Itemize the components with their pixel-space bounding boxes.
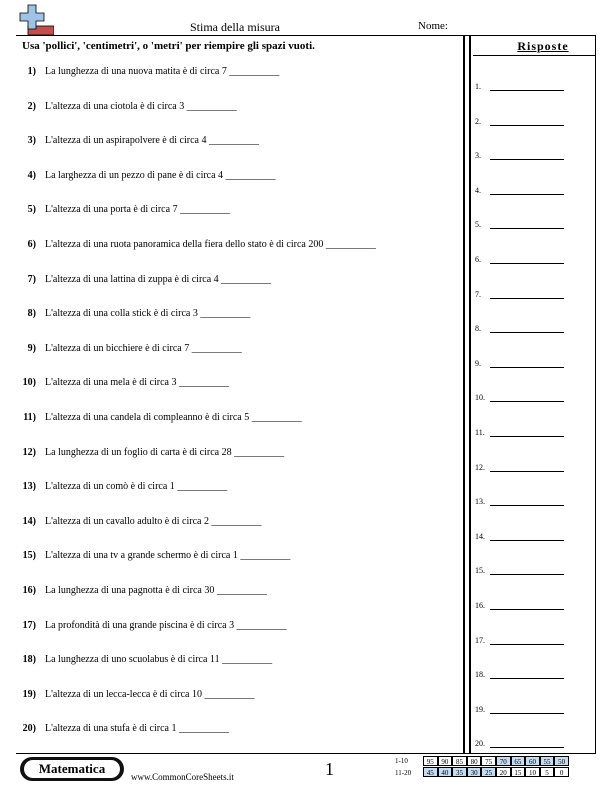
score-cell: 80 (467, 756, 482, 766)
question-text: La lunghezza di uno scuolabus è di circa 11 __________ (45, 654, 273, 666)
answer-slot (473, 459, 593, 473)
score-cell: 70 (496, 756, 511, 766)
score-cell: 65 (511, 756, 526, 766)
answer-slot (473, 701, 593, 715)
score-cell: 5 (540, 767, 555, 777)
answer-line[interactable] (490, 471, 564, 472)
answer-slot (473, 389, 593, 403)
question-text: La larghezza di un pezzo di pane è di circa 4 __________ (45, 169, 276, 181)
answer-slot (473, 147, 593, 161)
answer-line[interactable] (490, 678, 564, 679)
question-text: L'altezza di un cavallo adulto è di circa 2 __________ (45, 515, 262, 527)
question-number: 9) (27, 342, 36, 354)
answer-line[interactable] (490, 436, 564, 437)
question-number: 13) (22, 481, 36, 493)
question-number: 7) (27, 273, 36, 285)
question-number: 15) (22, 550, 36, 562)
question-text: L'altezza di una ruota panoramica della fiera dello stato è di circa 200 __________ (45, 239, 376, 250)
answer-slot (473, 182, 593, 196)
answer-line[interactable] (490, 194, 564, 195)
question-text: L'altezza di una ciotola è di circa 3 __________ (45, 100, 237, 112)
question-number: 11) (23, 412, 36, 423)
score-cell: 50 (554, 756, 569, 766)
answer-number: 15. (475, 566, 485, 576)
site-url: www.CommonCoreSheets.it (131, 772, 234, 782)
brand-label: Matematica (24, 760, 120, 778)
answer-line[interactable] (490, 401, 564, 402)
score-cell: 30 (467, 767, 482, 777)
question-text: La profondità di una grande piscina è di circa 3 __________ (45, 619, 287, 631)
footer-rule (16, 753, 596, 754)
answer-slot (473, 562, 593, 576)
question-number: 10) (22, 377, 36, 389)
question-number: 1) (27, 66, 36, 77)
score-cell: 10 (525, 767, 540, 777)
answers-title: Risposte (517, 39, 569, 53)
score-cell: 60 (525, 756, 540, 766)
answer-slot (473, 251, 593, 265)
answer-slot (473, 528, 593, 542)
question-text: La lunghezza di una pagnotta è di circa 30 __________ (45, 585, 267, 596)
answer-number: 19. (475, 704, 485, 714)
answer-line[interactable] (490, 505, 564, 506)
answer-line[interactable] (490, 609, 564, 610)
answer-line[interactable] (490, 263, 564, 264)
question-number: 18) (22, 654, 36, 666)
question-text: L'altezza di una tv a grande schermo è di circa 1 __________ (45, 550, 291, 562)
score-cell: 90 (438, 756, 453, 766)
question-text: L'altezza di una lattina di zuppa è di circa 4 __________ (45, 273, 272, 285)
question-text: L'altezza di una candela di compleanno è di circa 5 __________ (45, 412, 302, 423)
answer-number: 12. (475, 462, 485, 472)
answer-line[interactable] (490, 332, 564, 333)
instructions: Usa 'pollici', 'centimetri', o 'metri' per riempire gli spazi vuoti. (22, 40, 315, 52)
answer-slot (473, 424, 593, 438)
answer-number: 10. (475, 393, 485, 403)
answer-line[interactable] (490, 367, 564, 368)
answer-number: 16. (475, 601, 485, 610)
answer-line[interactable] (490, 540, 564, 541)
question-text: La lunghezza di una nuova matita è di circa 7 __________ (45, 66, 280, 77)
answer-slot (473, 597, 593, 611)
answer-number: 11. (475, 428, 485, 437)
question-text: L'altezza di un lecca-lecca è di circa 10 __________ (45, 688, 255, 700)
name-label: Nome: (418, 20, 448, 32)
answer-number: 8. (475, 324, 481, 334)
answer-number: 2. (475, 116, 481, 126)
question-text: L'altezza di un comò è di circa 1 __________ (45, 481, 228, 493)
score-cell: 20 (496, 767, 511, 777)
score-cell: 95 (423, 756, 438, 766)
question-number: 3) (27, 135, 36, 147)
brand-badge (20, 757, 124, 781)
answer-number: 1. (475, 82, 481, 91)
answer-slot (473, 113, 593, 127)
score-cell: 0 (554, 767, 569, 777)
question-number: 14) (22, 515, 36, 527)
answer-line[interactable] (490, 298, 564, 299)
score-label-1-10: 1-10 (395, 757, 408, 765)
question-number: 12) (22, 446, 36, 458)
score-row-2 (423, 767, 569, 777)
answer-slot (473, 320, 593, 334)
answer-number: 13. (475, 497, 485, 507)
answer-number: 20. (475, 739, 485, 749)
answer-number: 9. (475, 358, 481, 368)
question-text: L'altezza di una mela è di circa 3 __________ (45, 377, 229, 389)
score-cell: 55 (540, 756, 555, 766)
answer-slot (473, 493, 593, 507)
answer-slot (473, 666, 593, 680)
answer-slot (473, 355, 593, 369)
score-cell: 40 (438, 767, 453, 777)
answer-slot (473, 286, 593, 300)
answer-slot (473, 735, 593, 749)
score-cell: 75 (481, 756, 496, 766)
answer-number: 17. (475, 635, 485, 645)
question-number: 16) (22, 585, 36, 596)
answer-slot (473, 632, 593, 646)
question-number: 4) (27, 169, 36, 181)
worksheet-title: Stima della misura (190, 20, 280, 34)
score-row-1 (423, 756, 569, 766)
answer-number: 7. (475, 289, 481, 299)
score-label-11-20: 11-20 (395, 769, 412, 777)
score-cell: 85 (452, 756, 467, 766)
answer-line[interactable] (490, 159, 564, 160)
answer-line[interactable] (490, 90, 564, 91)
column-divider-inner (469, 36, 471, 753)
question-text: L'altezza di un bicchiere è di circa 7 __________ (45, 342, 242, 354)
score-cell: 45 (423, 767, 438, 777)
score-cell: 25 (481, 767, 496, 777)
answer-number: 3. (475, 151, 481, 161)
answer-number: 6. (475, 255, 481, 264)
answer-line[interactable] (490, 125, 564, 126)
question-text: La lunghezza di un foglio di carta è di circa 28 __________ (45, 446, 285, 458)
question-text: L'altezza di una stufa è di circa 1 __________ (45, 723, 229, 735)
question-number: 2) (27, 100, 36, 112)
answer-line[interactable] (490, 747, 564, 748)
answer-number: 4. (475, 185, 481, 195)
answer-line[interactable] (490, 644, 564, 645)
question-number: 8) (27, 308, 36, 320)
answers-title-rule (473, 55, 596, 56)
question-text: L'altezza di un aspirapolvere è di circa 4 __________ (45, 135, 259, 147)
answer-slot (473, 78, 593, 92)
answer-number: 5. (475, 220, 481, 230)
answer-line[interactable] (490, 574, 564, 575)
question-number: 19) (22, 688, 36, 700)
question-text: L'altezza di una porta è di circa 7 __________ (45, 204, 231, 216)
answer-number: 14. (475, 531, 485, 541)
question-number: 5) (27, 204, 36, 216)
page-number: 1 (325, 759, 334, 779)
score-cell: 15 (511, 767, 526, 777)
question-number: 6) (27, 239, 36, 250)
answer-number: 18. (475, 670, 485, 680)
column-divider (463, 36, 465, 753)
answer-slot (473, 216, 593, 230)
question-number: 20) (22, 723, 36, 735)
question-number: 17) (22, 619, 36, 631)
question-text: L'altezza di una colla stick è di circa 3 __________ (45, 308, 251, 320)
answer-line[interactable] (490, 713, 564, 714)
answer-line[interactable] (490, 228, 564, 229)
score-cell: 35 (452, 767, 467, 777)
